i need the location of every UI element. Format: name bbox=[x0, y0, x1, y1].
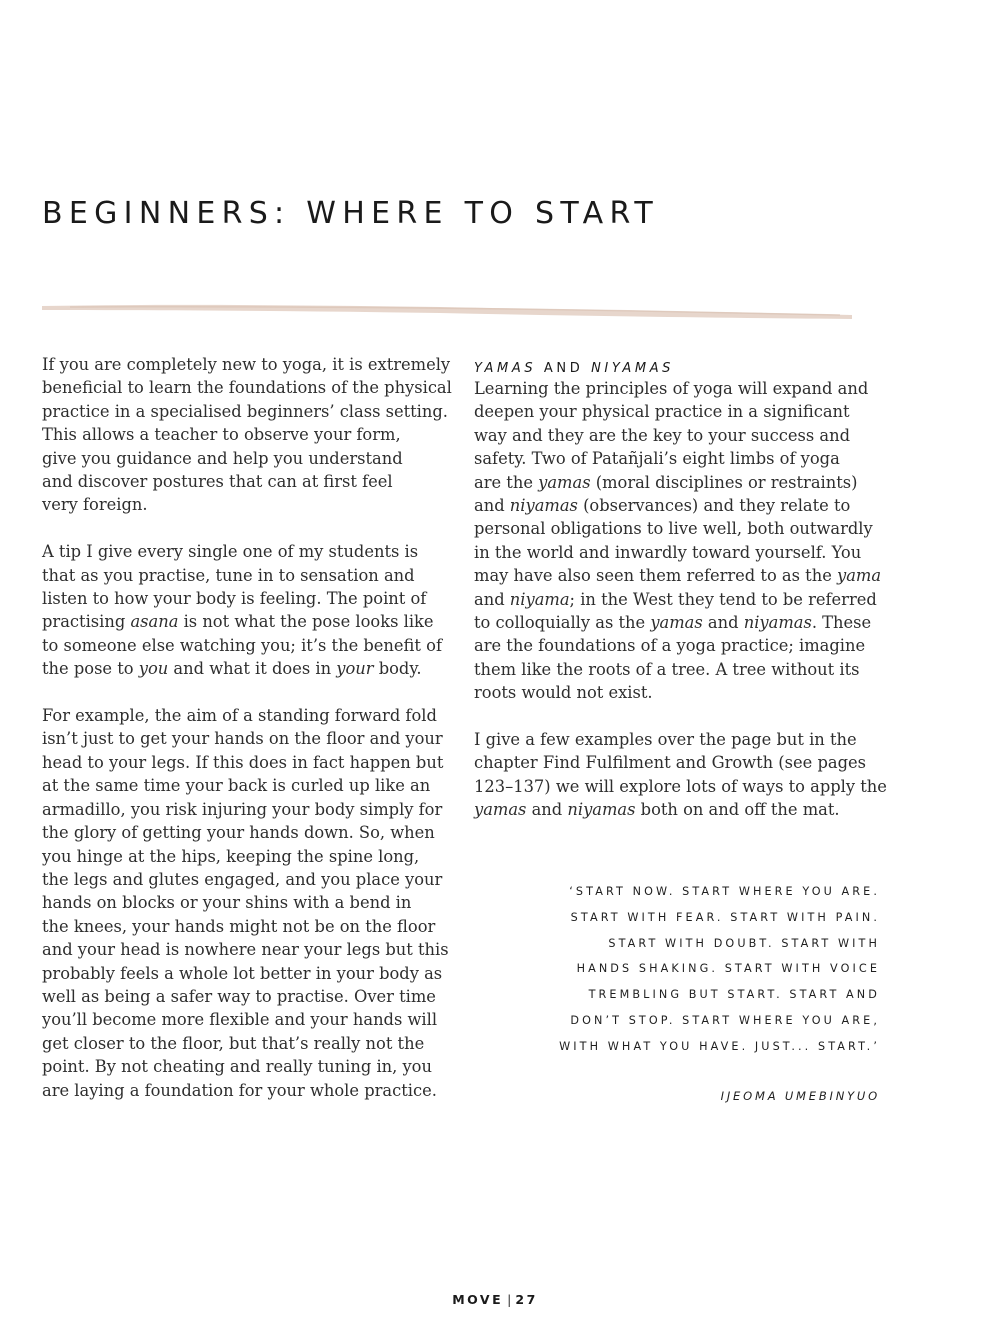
quote-line: HANDS SHAKING. START WITH VOICE bbox=[576, 962, 880, 976]
text-line: well as being a safer way to practise. Over time bbox=[42, 986, 436, 1006]
brush-stroke-divider bbox=[40, 298, 855, 324]
text-line bbox=[474, 471, 884, 494]
quote-line: START WITH FEAR. START WITH PAIN. bbox=[570, 910, 880, 924]
text-line: listen to how your body is feeling. The point of bbox=[42, 589, 427, 609]
text-run: and bbox=[702, 613, 744, 633]
text-line bbox=[42, 610, 452, 633]
text-line bbox=[474, 611, 884, 634]
text-line: beneficial to learn the foundations of the physical bbox=[42, 378, 452, 398]
footer-separator: | bbox=[507, 1292, 512, 1307]
quote-attribution: IJEOMA UMEBINYUO bbox=[720, 1089, 880, 1103]
text-line: I give a few examples over the page but in the bbox=[474, 730, 857, 750]
left-paragraph-1 bbox=[42, 353, 452, 517]
text-line bbox=[474, 564, 884, 587]
quote-line: WITH WHAT YOU HAVE. JUST... START.’ bbox=[559, 1039, 880, 1053]
text-line: give you guidance and help you understand bbox=[42, 448, 403, 468]
text-line: way and they are the key to your success and bbox=[474, 425, 851, 445]
text-line: isn’t just to get your hands on the floor and your bbox=[42, 729, 443, 749]
text-line bbox=[42, 657, 452, 680]
text-run: (moral disciplines or restraints) bbox=[590, 472, 858, 492]
text-line: are the foundations of a yoga practice; imagine bbox=[474, 636, 866, 656]
italic-term: niyamas bbox=[509, 496, 578, 516]
text-run: . These bbox=[811, 613, 872, 633]
text-line bbox=[474, 588, 884, 611]
quote-line: START WITH DOUBT. START WITH bbox=[608, 936, 880, 950]
text-run: (observances) and they relate to bbox=[577, 496, 851, 516]
text-line: are laying a foundation for your whole practice. bbox=[42, 1080, 437, 1100]
text-line: very foreign. bbox=[42, 495, 148, 515]
text-run: AND bbox=[536, 361, 592, 376]
footer-section: MOVE bbox=[452, 1292, 504, 1307]
left-paragraph-3 bbox=[42, 704, 452, 1102]
text-run: and what it does in bbox=[168, 659, 337, 679]
text-run: ; in the West they tend to be referred bbox=[569, 589, 877, 609]
text-line: This allows a teacher to observe your form, bbox=[42, 425, 401, 445]
text-run: is not what the pose looks like bbox=[178, 612, 434, 632]
left-column bbox=[42, 353, 452, 1125]
text-run: and bbox=[474, 496, 510, 516]
text-line: you’ll become more flexible and your hands will bbox=[42, 1010, 438, 1030]
italic-term: NIYAMAS bbox=[591, 361, 675, 376]
text-run: body. bbox=[373, 659, 422, 679]
text-run: to colloquially as the bbox=[474, 613, 651, 633]
quote-line: TREMBLING BUT START. START AND bbox=[588, 988, 880, 1002]
italic-term: you bbox=[138, 659, 169, 679]
text-line: to someone else watching you; it’s the benefit of bbox=[42, 635, 442, 655]
text-line: and discover postures that can at first feel bbox=[42, 472, 393, 492]
text-line: them like the roots of a tree. A tree without its bbox=[474, 659, 860, 679]
italic-term: yama bbox=[837, 566, 882, 586]
italic-term: yamas bbox=[538, 472, 591, 492]
italic-term: your bbox=[336, 659, 374, 679]
text-line: get closer to the floor, but that’s really not the bbox=[42, 1033, 425, 1053]
text-line: roots would not exist. bbox=[474, 683, 653, 703]
text-run: and bbox=[526, 800, 568, 820]
left-paragraph-2 bbox=[42, 540, 452, 680]
italic-term: niyamas bbox=[567, 800, 636, 820]
right-column bbox=[474, 353, 887, 845]
text-line: the knees, your hands might not be on the floor bbox=[42, 916, 436, 936]
text-line: practice in a specialised beginners’ class setting. bbox=[42, 401, 448, 421]
italic-term: niyamas bbox=[743, 613, 812, 633]
text-line bbox=[474, 798, 884, 821]
text-line: hands on blocks or your shins with a bend in bbox=[42, 893, 412, 913]
page-title: BEGINNERS: WHERE TO START bbox=[42, 196, 660, 231]
text-line: you hinge at the hips, keeping the spine long, bbox=[42, 846, 420, 866]
text-line: For example, the aim of a standing forward fold bbox=[42, 706, 437, 726]
text-run: are the bbox=[474, 472, 539, 492]
text-line: A tip I give every single one of my students is bbox=[42, 542, 419, 562]
text-line: Learning the principles of yoga will expand and bbox=[474, 379, 869, 398]
text-line: 123–137) we will explore lots of ways to apply the bbox=[474, 776, 887, 796]
text-line: personal obligations to live well, both outwardly bbox=[474, 519, 873, 539]
pull-quote bbox=[559, 879, 880, 1060]
text-line: in the world and inwardly toward yourself. You bbox=[474, 542, 862, 562]
italic-term: niyama bbox=[509, 589, 570, 609]
text-line bbox=[474, 494, 884, 517]
text-line: If you are completely new to yoga, it is extremely bbox=[42, 355, 451, 374]
text-line: at the same time your back is curled up like an bbox=[42, 776, 431, 796]
text-run: practising bbox=[42, 612, 131, 632]
text-run: and bbox=[474, 589, 510, 609]
italic-term: asana bbox=[130, 612, 179, 632]
text-line: chapter Find Fulfilment and Growth (see pages bbox=[474, 753, 867, 773]
text-line: that as you practise, tune in to sensation and bbox=[42, 565, 415, 585]
text-line: probably feels a whole lot better in your body as bbox=[42, 963, 443, 983]
yamas-niyamas-subheading bbox=[474, 357, 884, 377]
text-line: the legs and glutes engaged, and you place your bbox=[42, 869, 443, 889]
text-line: armadillo, you risk injuring your body simply for bbox=[42, 799, 443, 819]
italic-term: yamas bbox=[474, 800, 527, 820]
right-column-body bbox=[474, 377, 887, 822]
right-paragraph-2 bbox=[474, 728, 887, 822]
text-run: both on and off the mat. bbox=[635, 800, 840, 820]
text-line: point. By not cheating and really tuning in, you bbox=[42, 1057, 432, 1077]
quote-line: ‘START NOW. START WHERE YOU ARE. bbox=[569, 885, 880, 898]
text-line: and your head is nowhere near your legs but this bbox=[42, 940, 449, 960]
footer-page-number: 27 bbox=[515, 1292, 538, 1307]
text-run: may have also seen them referred to as the bbox=[474, 566, 838, 586]
text-run: the pose to bbox=[42, 659, 139, 679]
italic-term: YAMAS bbox=[474, 361, 537, 376]
right-paragraph-1 bbox=[474, 377, 884, 705]
text-line: deepen your physical practice in a significant bbox=[474, 402, 850, 422]
quote-line: DON’T STOP. START WHERE YOU ARE, bbox=[570, 1013, 880, 1027]
page-footer bbox=[0, 1292, 990, 1307]
text-line: the glory of getting your hands down. So, when bbox=[42, 823, 435, 843]
text-line: safety. Two of Patañjali’s eight limbs of yoga bbox=[474, 449, 840, 469]
italic-term: yamas bbox=[650, 613, 703, 633]
text-line: head to your legs. If this does in fact happen but bbox=[42, 752, 444, 772]
